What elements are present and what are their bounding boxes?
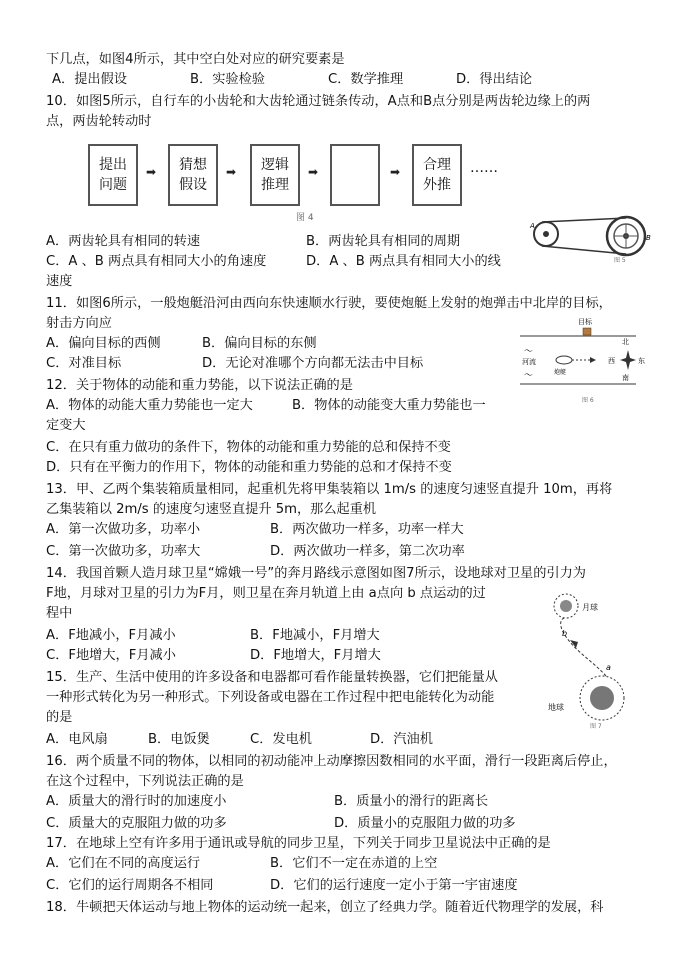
question-17-stem: 17．在地球上空有许多用于通讯或导航的同步卫星，下列关于同步卫星说法中正确的是 [46, 836, 551, 851]
flow-arrow-icon: ➡ [226, 165, 237, 179]
figure-7-caption: 图 7 [590, 723, 602, 730]
flow-arrow-icon: ➡ [146, 165, 157, 179]
flow-box-2 [168, 144, 218, 206]
flow-arrow-icon: ➡ [390, 165, 401, 179]
q13-option-b: B．两次做功一样多，功率一样大 [270, 522, 464, 537]
question-10-stem-2: 点，两齿轮转动时 [46, 114, 152, 129]
flow-box-1-line1: 提出 [99, 157, 127, 173]
q15-option-a: A．电风扇 [46, 732, 108, 747]
point-a-label: a [606, 663, 611, 672]
q13-option-d: D．两次做功一样多，第二次功率 [270, 544, 465, 559]
question-15-stem: 15．生产、生活中使用的许多设备和电器都可看作能量转换器，它们把能量从 [46, 670, 498, 685]
flow-box-2-line2: 假设 [179, 177, 207, 193]
question-16-stem-2: 在这个过程中，下列说法正确的是 [46, 774, 244, 789]
q13-option-a: A．第一次做功多，功率小 [46, 522, 201, 537]
q16-option-d: D．质量小的克服阻力做的功多 [334, 816, 516, 831]
label-b: B [646, 234, 651, 242]
q14-option-a: A．F地减小，F月减小 [46, 628, 176, 643]
target-label: 目标 [578, 318, 592, 326]
question-10-stem: 10．如图5所示，自行车的小齿轮和大齿轮通过链条传动，A点和B点分别是两齿轮边缘上的两 [46, 94, 591, 109]
north-label: 北 [622, 338, 629, 346]
q12-option-a: A．物体的动能大重力势能也一定大 [46, 398, 253, 413]
q10-option-d: D．A 、B 两点具有相同大小的线 [306, 254, 501, 269]
flow-box-5-line2: 外推 [423, 177, 451, 193]
figure-4-caption: 图 4 [296, 213, 314, 223]
q11-option-d: D．无论对准哪个方向都无法击中目标 [202, 356, 424, 371]
q17-option-a: A．它们在不同的高度运行 [46, 856, 201, 871]
q10-option-c: C．A 、B 两点具有相同大小的角速度 [46, 254, 267, 269]
q11-option-b: B．偏向目标的东侧 [202, 336, 317, 351]
question-18-stem: 18．牛顿把天体运动与地上物体的运动统一起来，创立了经典力学。随着近代物理学的发展，科 [46, 900, 604, 915]
flow-box-5-line1: 合理 [423, 157, 451, 173]
q12-option-d: D．只有在平衡力的作用下，物体的动能和重力势能的总和才保持不变 [46, 460, 452, 475]
q15-option-d: D．汽油机 [370, 732, 433, 747]
q9-option-b: B．实验检验 [190, 72, 265, 87]
flow-box-blank [330, 144, 380, 206]
q9-option-d: D．得出结论 [456, 72, 533, 87]
flow-box-1 [88, 144, 138, 206]
q16-option-c: C．质量大的克服阻力做的功多 [46, 816, 227, 831]
flow-arrow-icon: ➡ [308, 165, 319, 179]
q12-option-b-wrap: 定变大 [46, 418, 86, 433]
q14-option-d: D．F地增大，F月增大 [250, 648, 381, 663]
q12-option-b: B．物体的动能变大重力势能也一 [292, 398, 486, 413]
figure-7-trajectory [532, 590, 662, 730]
q15-option-b: B．电饭煲 [148, 732, 210, 747]
q12-option-c: C．在只有重力做功的条件下，物体的动能和重力势能的总和保持不变 [46, 440, 451, 455]
question-15-stem-3: 的是 [46, 710, 73, 725]
earth-icon [590, 686, 614, 710]
question-12-stem: 12．关于物体的动能和重力势能，以下说法正确的是 [46, 378, 353, 393]
q17-option-c: C．它们的运行周期各不相同 [46, 878, 214, 893]
earth-label: 地球 [548, 703, 564, 712]
flow-box-2-line1: 猜想 [179, 157, 207, 173]
boat-arrow-icon [590, 357, 596, 363]
label-a: A [530, 222, 535, 230]
transfer-trajectory [561, 618, 606, 676]
q14-option-c: C．F地增大，F月减小 [46, 648, 176, 663]
question-14-stem-3: 程中 [46, 606, 73, 621]
wave-mark: ～ [524, 371, 534, 381]
boat-label: 炮艇 [554, 369, 567, 376]
river-label: 河流 [522, 358, 536, 366]
flow-ellipsis: …… [470, 160, 498, 176]
figure-6-river [516, 314, 660, 406]
small-gear-hub [543, 231, 549, 237]
q10-option-d-wrap: 速度 [46, 274, 73, 289]
q9-option-c: C．数学推理 [328, 72, 404, 87]
question-11-stem: 11．如图6所示，一般炮艇沿河由西向东快速顺水行驶，要使炮艇上发射的炮弹击中北岸的目标， [46, 296, 612, 311]
compass-star-icon [620, 350, 636, 370]
east-label: 东 [638, 357, 645, 365]
q14-option-b: B．F地减小，F月增大 [250, 628, 380, 643]
flow-box-3-line1: 逻辑 [261, 157, 289, 173]
q15-option-c: C．发电机 [250, 732, 312, 747]
south-label: 南 [622, 374, 629, 382]
moon-icon [560, 600, 572, 612]
question-16-stem: 16．两个质量不同的物体，以相同的初动能冲上动摩擦因数相同的水平面，滑行一段距离后停止， [46, 754, 617, 769]
q17-option-d: D．它们的运行速度一定小于第一宇宙速度 [270, 878, 518, 893]
q16-option-b: B．质量小的滑行的距离长 [334, 794, 489, 809]
figure-5-gears [528, 212, 658, 264]
question-9-stem-tail: 下几点，如图4所示，其中空白处对应的研究要素是 [46, 52, 345, 67]
flow-box-3-line2: 推理 [261, 177, 289, 193]
target-marker [583, 328, 591, 335]
wave-mark: ～ [524, 347, 534, 357]
figure-5-caption: 图 5 [614, 257, 626, 264]
question-14-stem: 14．我国首颗人造月球卫星“嫦娥一号”的奔月路线示意图如图7所示，设地球对卫星的引力为 [46, 566, 586, 581]
moon-label: 月球 [582, 603, 598, 612]
question-11-stem-2: 射击方向应 [46, 316, 112, 331]
q10-option-b: B．两齿轮具有相同的周期 [306, 234, 461, 249]
west-label: 西 [608, 357, 615, 365]
question-14-stem-2: F地，月球对卫星的引力为F月，则卫星在奔月轨道上由 a点向 b 点运动的过 [46, 586, 486, 601]
q10-option-a: A．两齿轮具有相同的转速 [46, 234, 201, 249]
q13-option-c: C．第一次做功多，功率大 [46, 544, 201, 559]
q11-option-a: A．偏向目标的西侧 [46, 336, 161, 351]
question-15-stem-2: 一种形式转化为另一种形式。下列设备或电器在工作过程中把电能转化为动能 [46, 690, 495, 705]
question-13-stem: 13．甲、乙两个集装箱质量相同，起重机先将甲集装箱以 1m/s 的速度匀速竖直提升 10m，再将 [46, 482, 613, 497]
q16-option-a: A．质量大的滑行时的加速度小 [46, 794, 227, 809]
flow-box-3 [250, 144, 300, 206]
q9-option-a: A．提出假设 [52, 72, 127, 87]
point-b-label: b [562, 629, 568, 638]
flow-box-5 [412, 144, 462, 206]
boat-icon [556, 356, 572, 364]
q17-option-b: B．它们不一定在赤道的上空 [270, 856, 438, 871]
flow-box-1-line2: 问题 [99, 177, 127, 193]
figure-6-caption: 图 6 [582, 397, 594, 404]
question-13-stem-2: 乙集装箱以 2m/s 的速度匀速竖直提升 5m，那么起重机 [46, 502, 377, 517]
q11-option-c: C．对准目标 [46, 356, 122, 371]
